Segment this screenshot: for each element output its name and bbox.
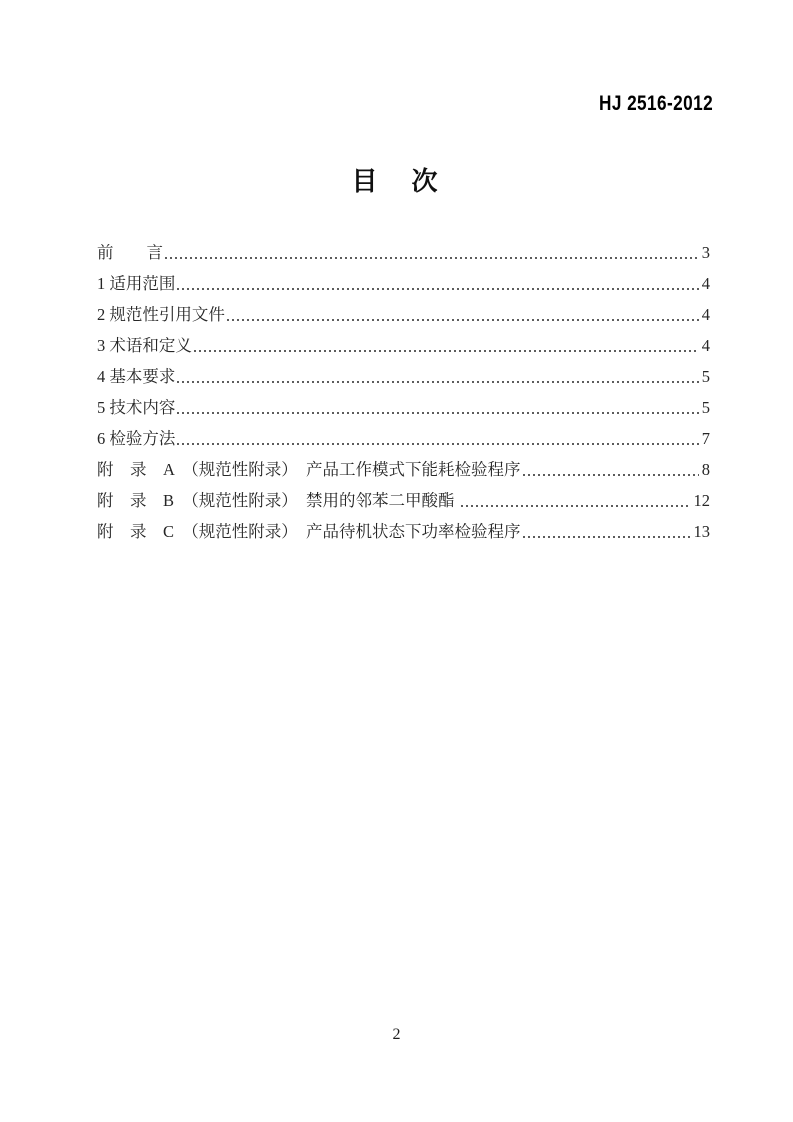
dot-leader <box>177 423 698 454</box>
dot-leader <box>523 454 699 485</box>
toc-entry-page: 8 <box>701 460 710 479</box>
toc-entry <box>97 485 710 516</box>
toc-entry <box>97 268 710 299</box>
page-number: 2 <box>392 1026 401 1043</box>
toc-entry-label: 4 基本要求 <box>97 367 176 386</box>
toc-title: 目 次 <box>351 166 442 196</box>
toc-entry <box>97 516 710 547</box>
toc-entry <box>97 423 710 454</box>
toc-entry-label: 5 技术内容 <box>97 398 176 417</box>
toc-entry-page: 4 <box>701 305 710 324</box>
toc-entry-label: 前 言 <box>97 243 163 262</box>
toc-entry-page: 3 <box>701 243 710 262</box>
toc-entry-label: 附 录 A （规范性附录） 产品工作模式下能耗检验程序 <box>97 460 521 479</box>
dot-leader <box>523 516 691 547</box>
dot-leader <box>177 268 698 299</box>
toc-entry-label: 2 规范性引用文件 <box>97 305 225 324</box>
toc-entry-label: 1 适用范围 <box>97 274 176 293</box>
toc-entry <box>97 454 710 485</box>
toc-entry <box>97 237 710 268</box>
toc-entry-label: 附 录 B （规范性附录） 禁用的邻苯二甲酸酯 <box>97 491 459 510</box>
toc-entry-page: 5 <box>701 398 710 417</box>
toc-entry <box>97 330 710 361</box>
toc-entry-label: 6 检验方法 <box>97 429 176 448</box>
standard-number-header: HJ 2516-2012 <box>598 92 713 115</box>
toc-entry <box>97 299 710 330</box>
toc-entry <box>97 361 710 392</box>
dot-leader <box>461 485 691 516</box>
toc-list <box>97 237 710 547</box>
toc-entry-page: 7 <box>701 429 710 448</box>
toc-entry-page: 4 <box>701 274 710 293</box>
dot-leader <box>177 392 698 423</box>
toc-entry-label: 3 术语和定义 <box>97 336 192 355</box>
toc-entry-page: 13 <box>693 522 710 541</box>
toc-entry <box>97 392 710 423</box>
dot-leader <box>194 330 699 361</box>
dot-leader <box>227 299 699 330</box>
toc-entry-page: 12 <box>693 491 710 510</box>
dot-leader <box>165 237 699 268</box>
toc-entry-page: 4 <box>701 336 710 355</box>
toc-entry-page: 5 <box>701 367 710 386</box>
dot-leader <box>177 361 698 392</box>
toc-entry-label: 附 录 C （规范性附录） 产品待机状态下功率检验程序 <box>97 522 521 541</box>
